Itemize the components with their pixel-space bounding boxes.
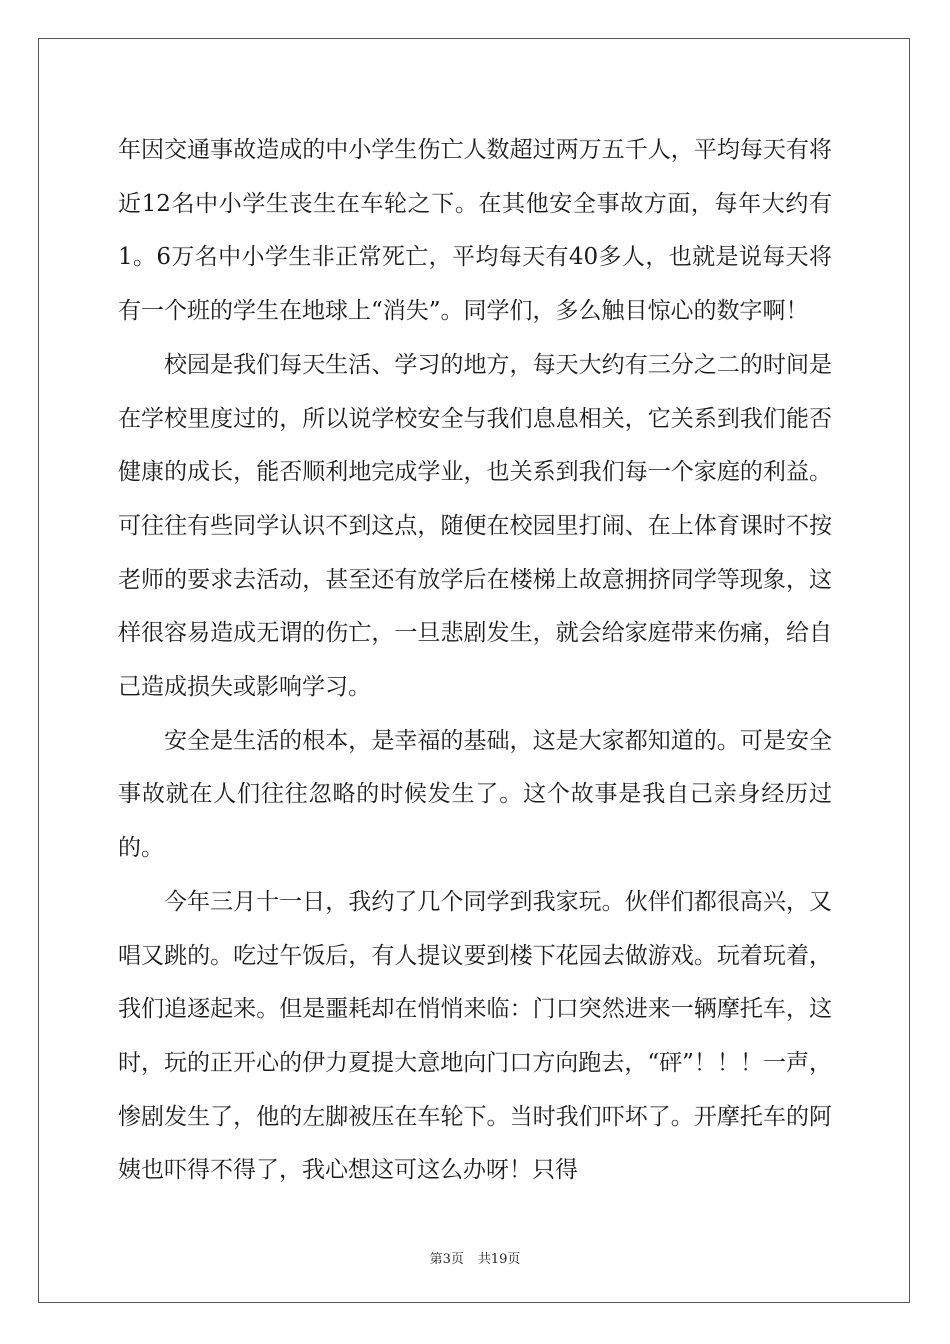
page-number: 第3页	[429, 1252, 464, 1267]
page-total: 共19页	[477, 1252, 521, 1267]
page-footer	[0, 1248, 950, 1267]
paragraph: 今年三月十一日，我约了几个同学到我家玩。伙伴们都很高兴，又唱又跳的。吃过午饭后，有人提议要到楼下花园去做游戏。玩着玩着，我们追逐起来。但是噩耗却在悄悄来临：门口突然进来一辆摩托车，这时，玩的正开心的伊力夏提大意地向门口方向跑去，“砰”！！！一声，惨剧发生了，他的左脚被压在车轮下。当时我们吓坏了。开摩托车的阿姨也吓得不得了，我心想这可这么办呀！只得	[118, 888, 832, 1184]
paragraph: 校园是我们每天生活、学习的地方，每天大约有三分之二的时间是在学校里度过的，所以说学校安全与我们息息相关，它关系到我们能否健康的成长，能否顺利地完成学业，也关系到我们每一个家庭的利益。可往往有些同学认识不到这点，随便在校园里打闹、在上体育课时不按老师的要求去活动，甚至还有放学后在楼梯上故意拥挤同学等现象，这样很容易造成无谓的伤亡，一旦悲剧发生，就会给家庭带来伤痛，给自己造成损失或影响学习。	[118, 351, 832, 701]
paragraph: 安全是生活的根本，是幸福的基础，这是大家都知道的。可是安全事故就在人们往往忽略的时候发生了。这个故事是我自己亲身经历过的。	[118, 727, 832, 862]
paragraph-continued: 年因交通事故造成的中小学生伤亡人数超过两万五千人，平均每天有将近12名中小学生丧生在车轮之下。在其他安全事故方面，每年大约有1。6万名中小学生非正常死亡，平均每天有40多人，也就是说每天将有一个班的学生在地球上“消失”。同学们，多么触目惊心的数字啊！	[118, 137, 832, 325]
document-body	[118, 124, 832, 1198]
